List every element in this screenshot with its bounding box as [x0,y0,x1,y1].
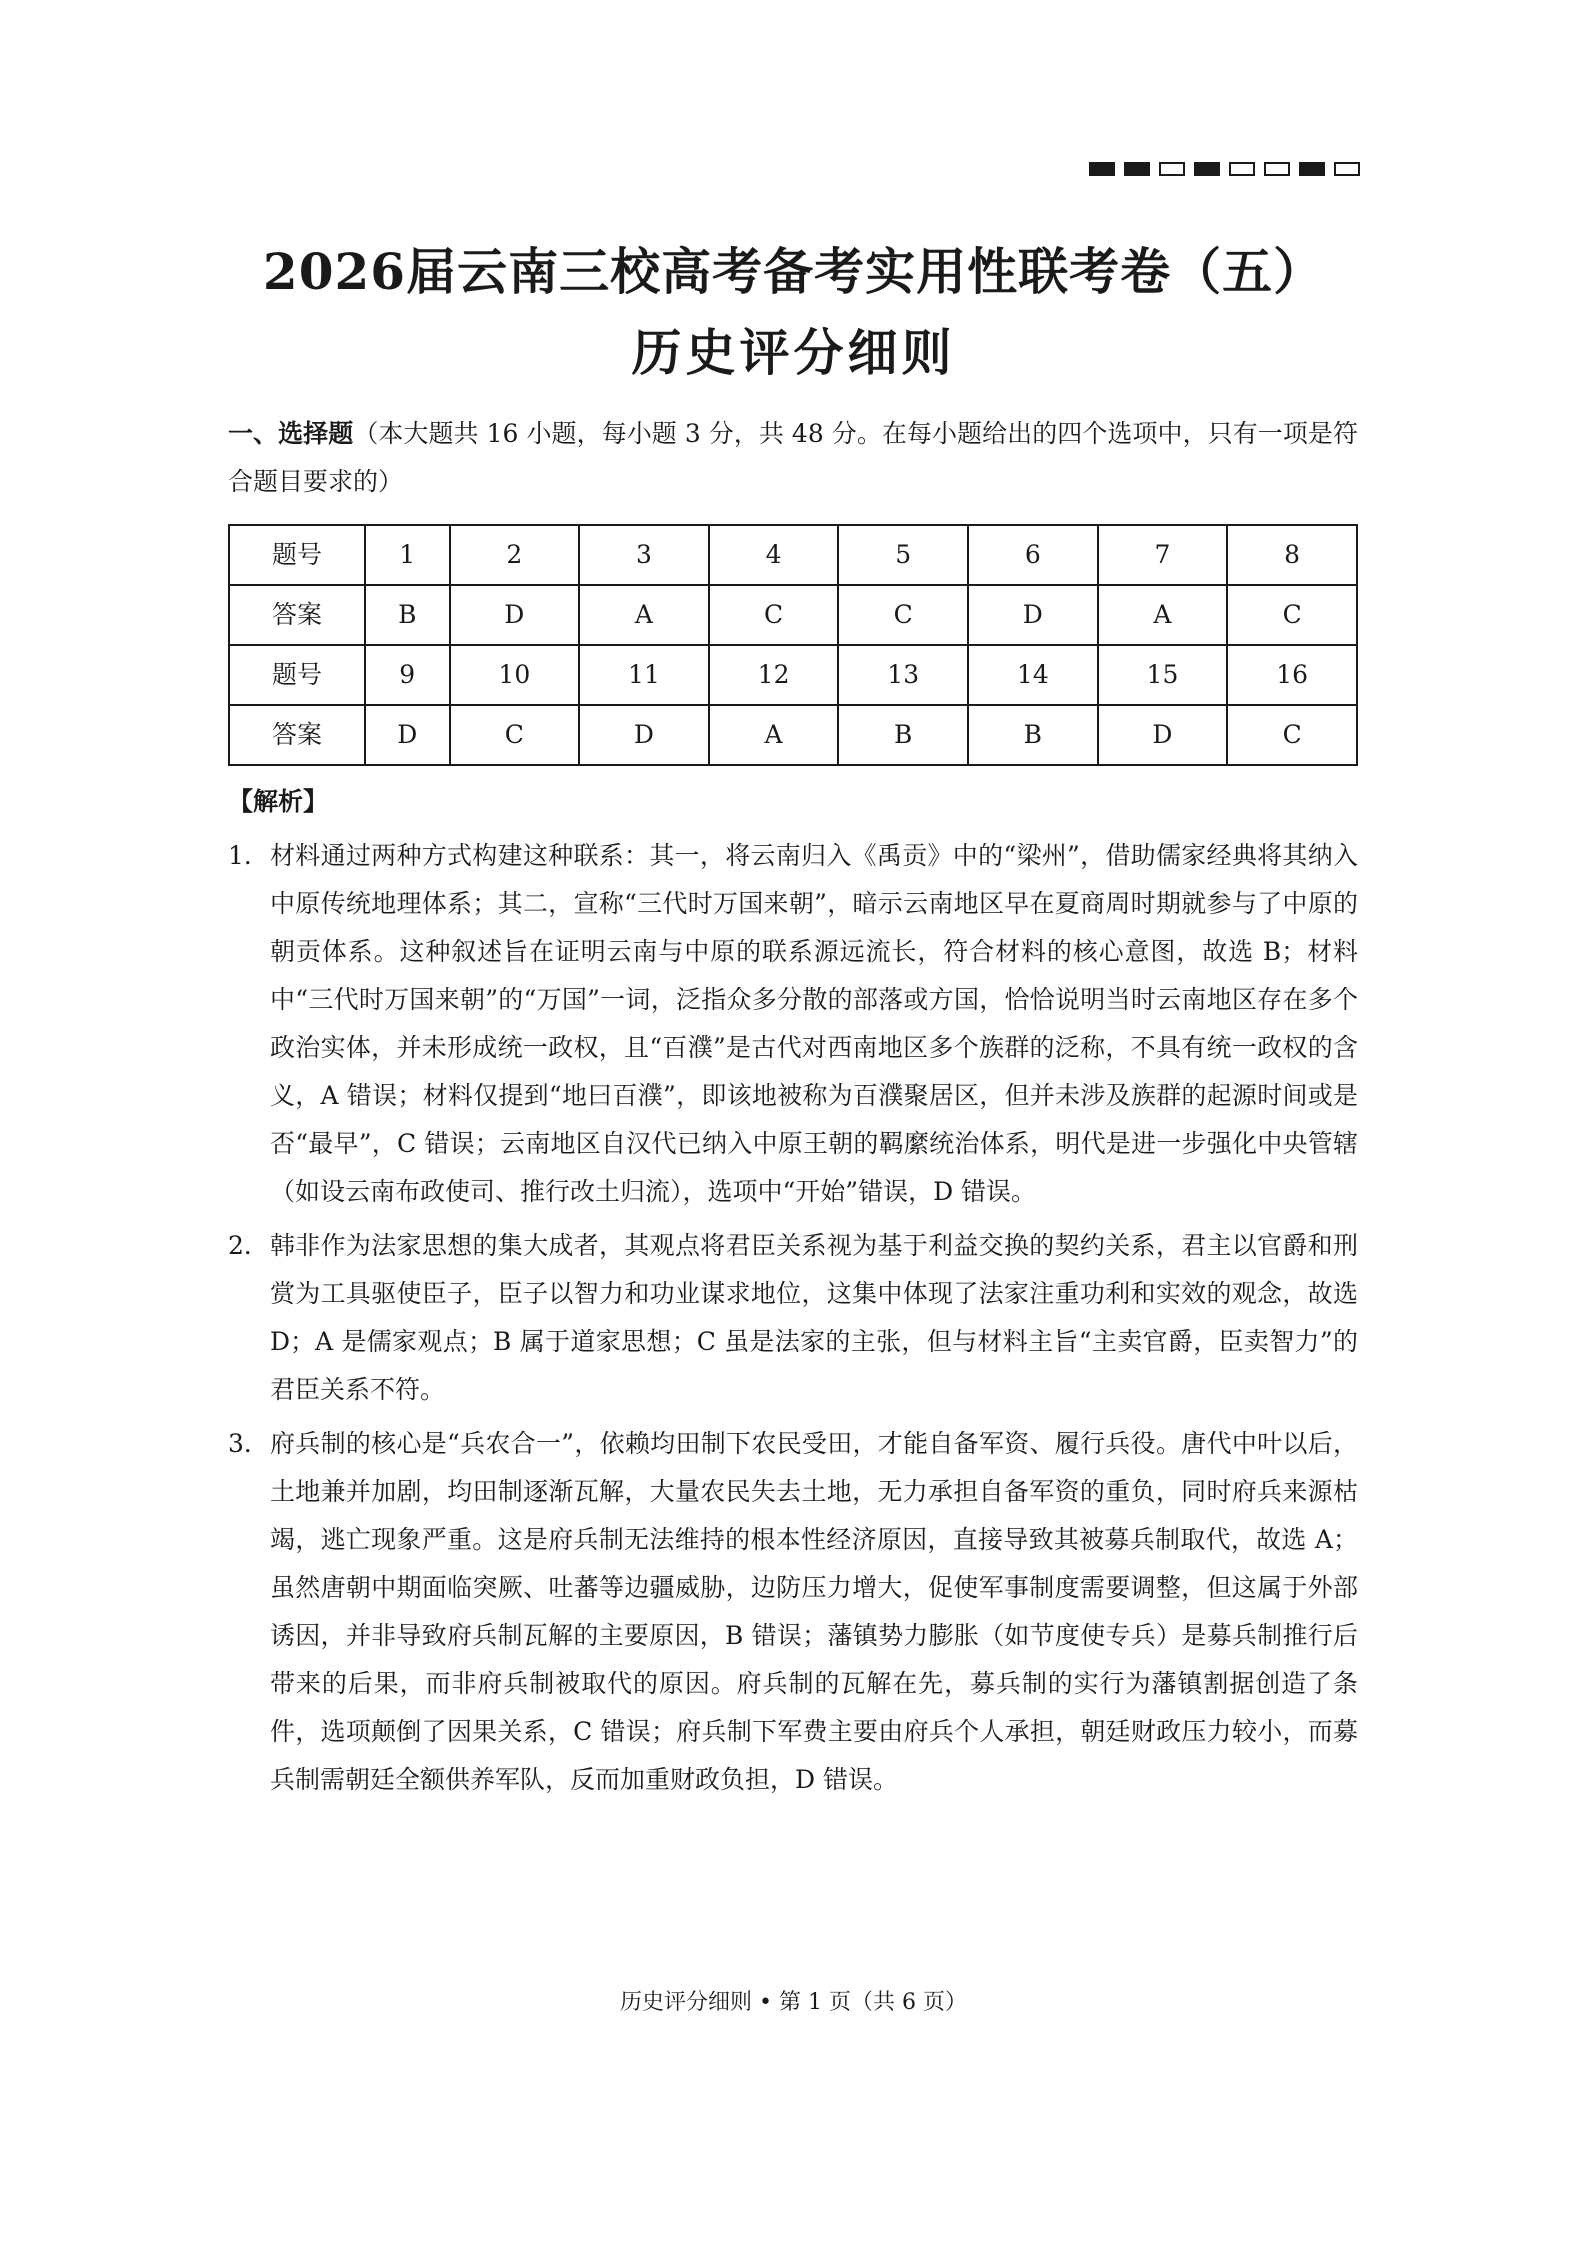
table-cell: 12 [709,645,839,705]
corner-mark [1124,162,1150,176]
table-cell: D [365,705,450,765]
table-cell: 5 [838,525,968,585]
table-cell: A [1098,585,1228,645]
section-title: 一、选择题 [228,419,354,448]
table-row [229,585,1357,645]
table-cell: C [450,705,580,765]
item-text: 府兵制的核心是“兵农合一”，依赖均田制下农民受田，才能自备军资、履行兵役。唐代中叶以后，土地兼并加剧，均田制逐渐瓦解，大量农民失去土地，无力承担自备军资的重负，同时府兵来源枯竭，逃亡现象严重。这是府兵制无法维持的根本性经济原因，直接导致其被募兵制取代，故选 A；虽然唐朝中期面临突厥、吐蕃等边疆威胁，边防压力增大，促使军事制度需要调整，但这属于外部诱因，并非导致府兵制瓦解的主要原因，B 错误；藩镇势力膨胀（如节度使专兵）是募兵制推行后带来的后果，而非府兵制被取代的原因。府兵制的瓦解在先，募兵制的实行为藩镇割据创造了条件，选项颠倒了因果关系，C 错误；府兵制下军费主要由府兵个人承担，朝廷财政压力较小，而募兵制需朝廷全额供养军队，反而加重财政负担，D 错误。 [270,1429,1358,1794]
row-label: 答案 [229,585,365,645]
table-cell: 4 [709,525,839,585]
page-footer: 历史评分细则 • 第 1 页（共 6 页） [620,1990,967,2015]
table-cell: 7 [1098,525,1228,585]
corner-mark [1089,162,1115,176]
corner-mark [1159,162,1185,176]
item-number: 3． [228,1429,269,1458]
table-cell: 3 [579,525,709,585]
table-cell: C [1227,585,1357,645]
item-number: 2． [228,1231,269,1260]
table-cell: 13 [838,645,968,705]
table-cell: 10 [450,645,580,705]
exam-title: 2026届云南三校高考备考实用性联考卷（五） [262,242,1325,301]
analysis-heading: 【解析】 [228,787,329,816]
row-label: 题号 [229,645,365,705]
page-content [228,410,1358,1804]
corner-mark [1334,162,1360,176]
table-cell: D [579,705,709,765]
analysis-item [228,1420,1358,1804]
answer-table [228,524,1358,766]
section-heading [228,410,1358,506]
corner-marks [1089,162,1360,176]
table-cell: 9 [365,645,450,705]
table-row [229,525,1357,585]
table-cell: A [709,705,839,765]
table-cell: 8 [1227,525,1357,585]
exam-subtitle: 历史评分细则 [631,323,956,382]
table-cell: C [709,585,839,645]
corner-mark [1264,162,1290,176]
row-label: 答案 [229,705,365,765]
table-cell: C [1227,705,1357,765]
section-instructions: （本大题共 16 小题，每小题 3 分，共 48 分。在每小题给出的四个选项中，只有一项是符合题目要求的） [228,419,1358,496]
table-cell: 11 [579,645,709,705]
item-text: 韩非作为法家思想的集大成者，其观点将君臣关系视为基于利益交换的契约关系，君主以官爵和刑赏为工具驱使臣子，臣子以智力和功业谋求地位，这集中体现了法家注重功利和实效的观念，故选 D；A 是儒家观点；B 属于道家思想；C 虽是法家的主张，但与材料主旨“主卖官爵，臣卖智力”的君臣关系不符。 [270,1231,1358,1404]
table-cell: B [968,705,1098,765]
table-cell: D [968,585,1098,645]
table-cell: 1 [365,525,450,585]
row-label: 题号 [229,525,365,585]
corner-mark [1299,162,1325,176]
table-cell: A [579,585,709,645]
table-cell: 15 [1098,645,1228,705]
corner-mark [1229,162,1255,176]
item-number: 1． [228,841,269,870]
analysis-item [228,1222,1358,1414]
table-cell: B [365,585,450,645]
table-row [229,645,1357,705]
table-cell: 2 [450,525,580,585]
table-cell: 6 [968,525,1098,585]
item-text: 材料通过两种方式构建这种联系：其一，将云南归入《禹贡》中的“梁州”，借助儒家经典将其纳入中原传统地理体系；其二，宣称“三代时万国来朝”，暗示云南地区早在夏商周时期就参与了中原的朝贡体系。这种叙述旨在证明云南与中原的联系源远流长，符合材料的核心意图，故选 B；材料中“三代时万国来朝”的“万国”一词，泛指众多分散的部落或方国，恰恰说明当时云南地区存在多个政治实体，并未形成统一政权，且“百濮”是古代对西南地区多个族群的泛称，不具有统一政权的含义，A 错误；材料仅提到“地曰百濮”，即该地被称为百濮聚居区，但并未涉及族群的起源时间或是否“最早”，C 错误；云南地区自汉代已纳入中原王朝的羁縻统治体系，明代是进一步强化中央管辖（如设云南布政使司、推行改土归流），选项中“开始”错误，D 错误。 [270,841,1358,1206]
table-cell: 16 [1227,645,1357,705]
table-row [229,705,1357,765]
analysis-item [228,832,1358,1216]
table-cell: D [1098,705,1228,765]
table-cell: C [838,585,968,645]
corner-mark [1194,162,1220,176]
table-cell: D [450,585,580,645]
table-cell: B [838,705,968,765]
table-cell: 14 [968,645,1098,705]
